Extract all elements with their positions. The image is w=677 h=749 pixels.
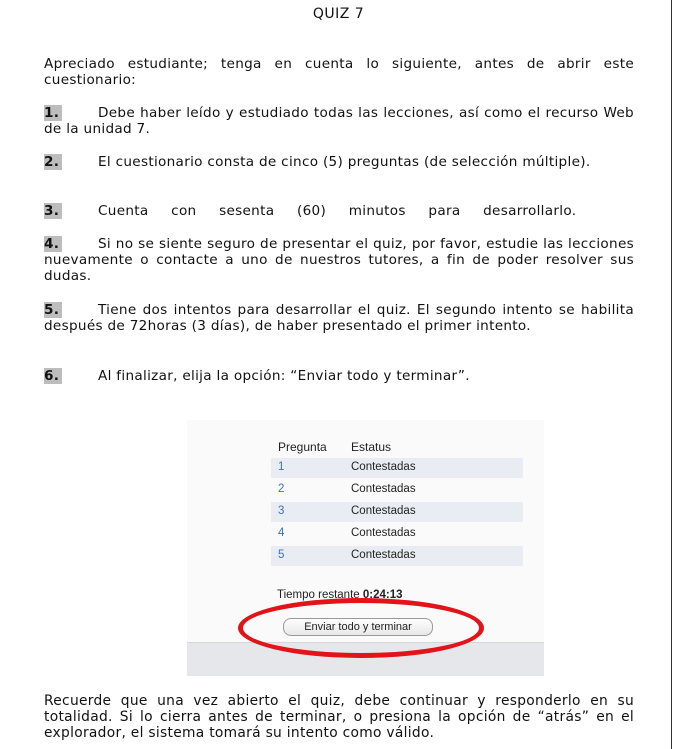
question-row bbox=[271, 524, 523, 544]
question-row bbox=[271, 546, 523, 566]
instruction-item-3 bbox=[44, 203, 634, 219]
question-row bbox=[271, 458, 523, 478]
highlight-ellipse bbox=[238, 598, 484, 658]
question-status: Contestadas bbox=[351, 549, 416, 561]
question-status: Contestadas bbox=[351, 461, 416, 473]
question-link[interactable]: 2 bbox=[278, 483, 285, 495]
question-status: Contestadas bbox=[351, 527, 416, 539]
instruction-item-6 bbox=[44, 368, 634, 384]
column-header-status: Estatus bbox=[351, 440, 392, 454]
question-status: Contestadas bbox=[351, 505, 416, 517]
question-row bbox=[271, 480, 523, 500]
item-text: Al finalizar, elija la opción: “Enviar todo y terminar”. bbox=[98, 368, 470, 384]
item-number: 3. bbox=[44, 203, 62, 219]
instruction-item-2 bbox=[44, 154, 634, 170]
item-number: 6. bbox=[44, 368, 62, 384]
instruction-item-4 bbox=[44, 236, 634, 284]
question-status: Contestadas bbox=[351, 483, 416, 495]
item-number: 1. bbox=[44, 105, 62, 121]
question-link[interactable]: 4 bbox=[278, 527, 285, 539]
page-title: QUIZ 7 bbox=[312, 6, 365, 22]
time-remaining-label: Tiempo restante bbox=[277, 589, 360, 601]
intro-paragraph: Apreciado estudiante; tenga en cuenta lo siguiente, antes de abrir este cuestionario: bbox=[44, 56, 634, 88]
closing-paragraph: Recuerde que una vez abierto el quiz, debe continuar y responderlo en su totalidad. Si lo cierra antes de terminar, o presiona la opción de “atrás” en el explorador, el sistema tomará su intento como válido. bbox=[44, 693, 634, 741]
item-number: 4. bbox=[44, 236, 62, 252]
question-link[interactable]: 5 bbox=[278, 549, 285, 561]
item-text: Tiene dos intentos para desarrollar el quiz. El segundo intento se habilita después de 72horas (3 días), de haber presentado el primer intento. bbox=[44, 302, 634, 334]
column-header-question: Pregunta bbox=[278, 440, 327, 454]
item-number: 2. bbox=[44, 154, 62, 170]
submit-all-button[interactable]: Enviar todo y terminar bbox=[283, 618, 433, 636]
question-link[interactable]: 3 bbox=[278, 505, 285, 517]
instruction-item-1 bbox=[44, 105, 634, 137]
page-border bbox=[671, 0, 672, 749]
instruction-item-5 bbox=[44, 302, 634, 334]
item-text: Cuenta con sesenta (60) minutos para desarrollarlo. bbox=[98, 203, 577, 219]
item-text: Debe haber leído y estudiado todas las lecciones, así como el recurso Web de la unidad 7. bbox=[44, 105, 634, 137]
question-row bbox=[271, 502, 523, 522]
item-text: Si no se siente seguro de presentar el quiz, por favor, estudie las lecciones nuevamente o contacte a uno de nuestros tutores, a fin de poder resolver sus dudas. bbox=[44, 236, 634, 284]
question-link[interactable]: 1 bbox=[278, 461, 285, 473]
item-number: 5. bbox=[44, 302, 62, 318]
item-text: El cuestionario consta de cinco (5) preguntas (de selección múltiple). bbox=[98, 154, 591, 170]
time-remaining-value: 0:24:13 bbox=[362, 589, 403, 601]
